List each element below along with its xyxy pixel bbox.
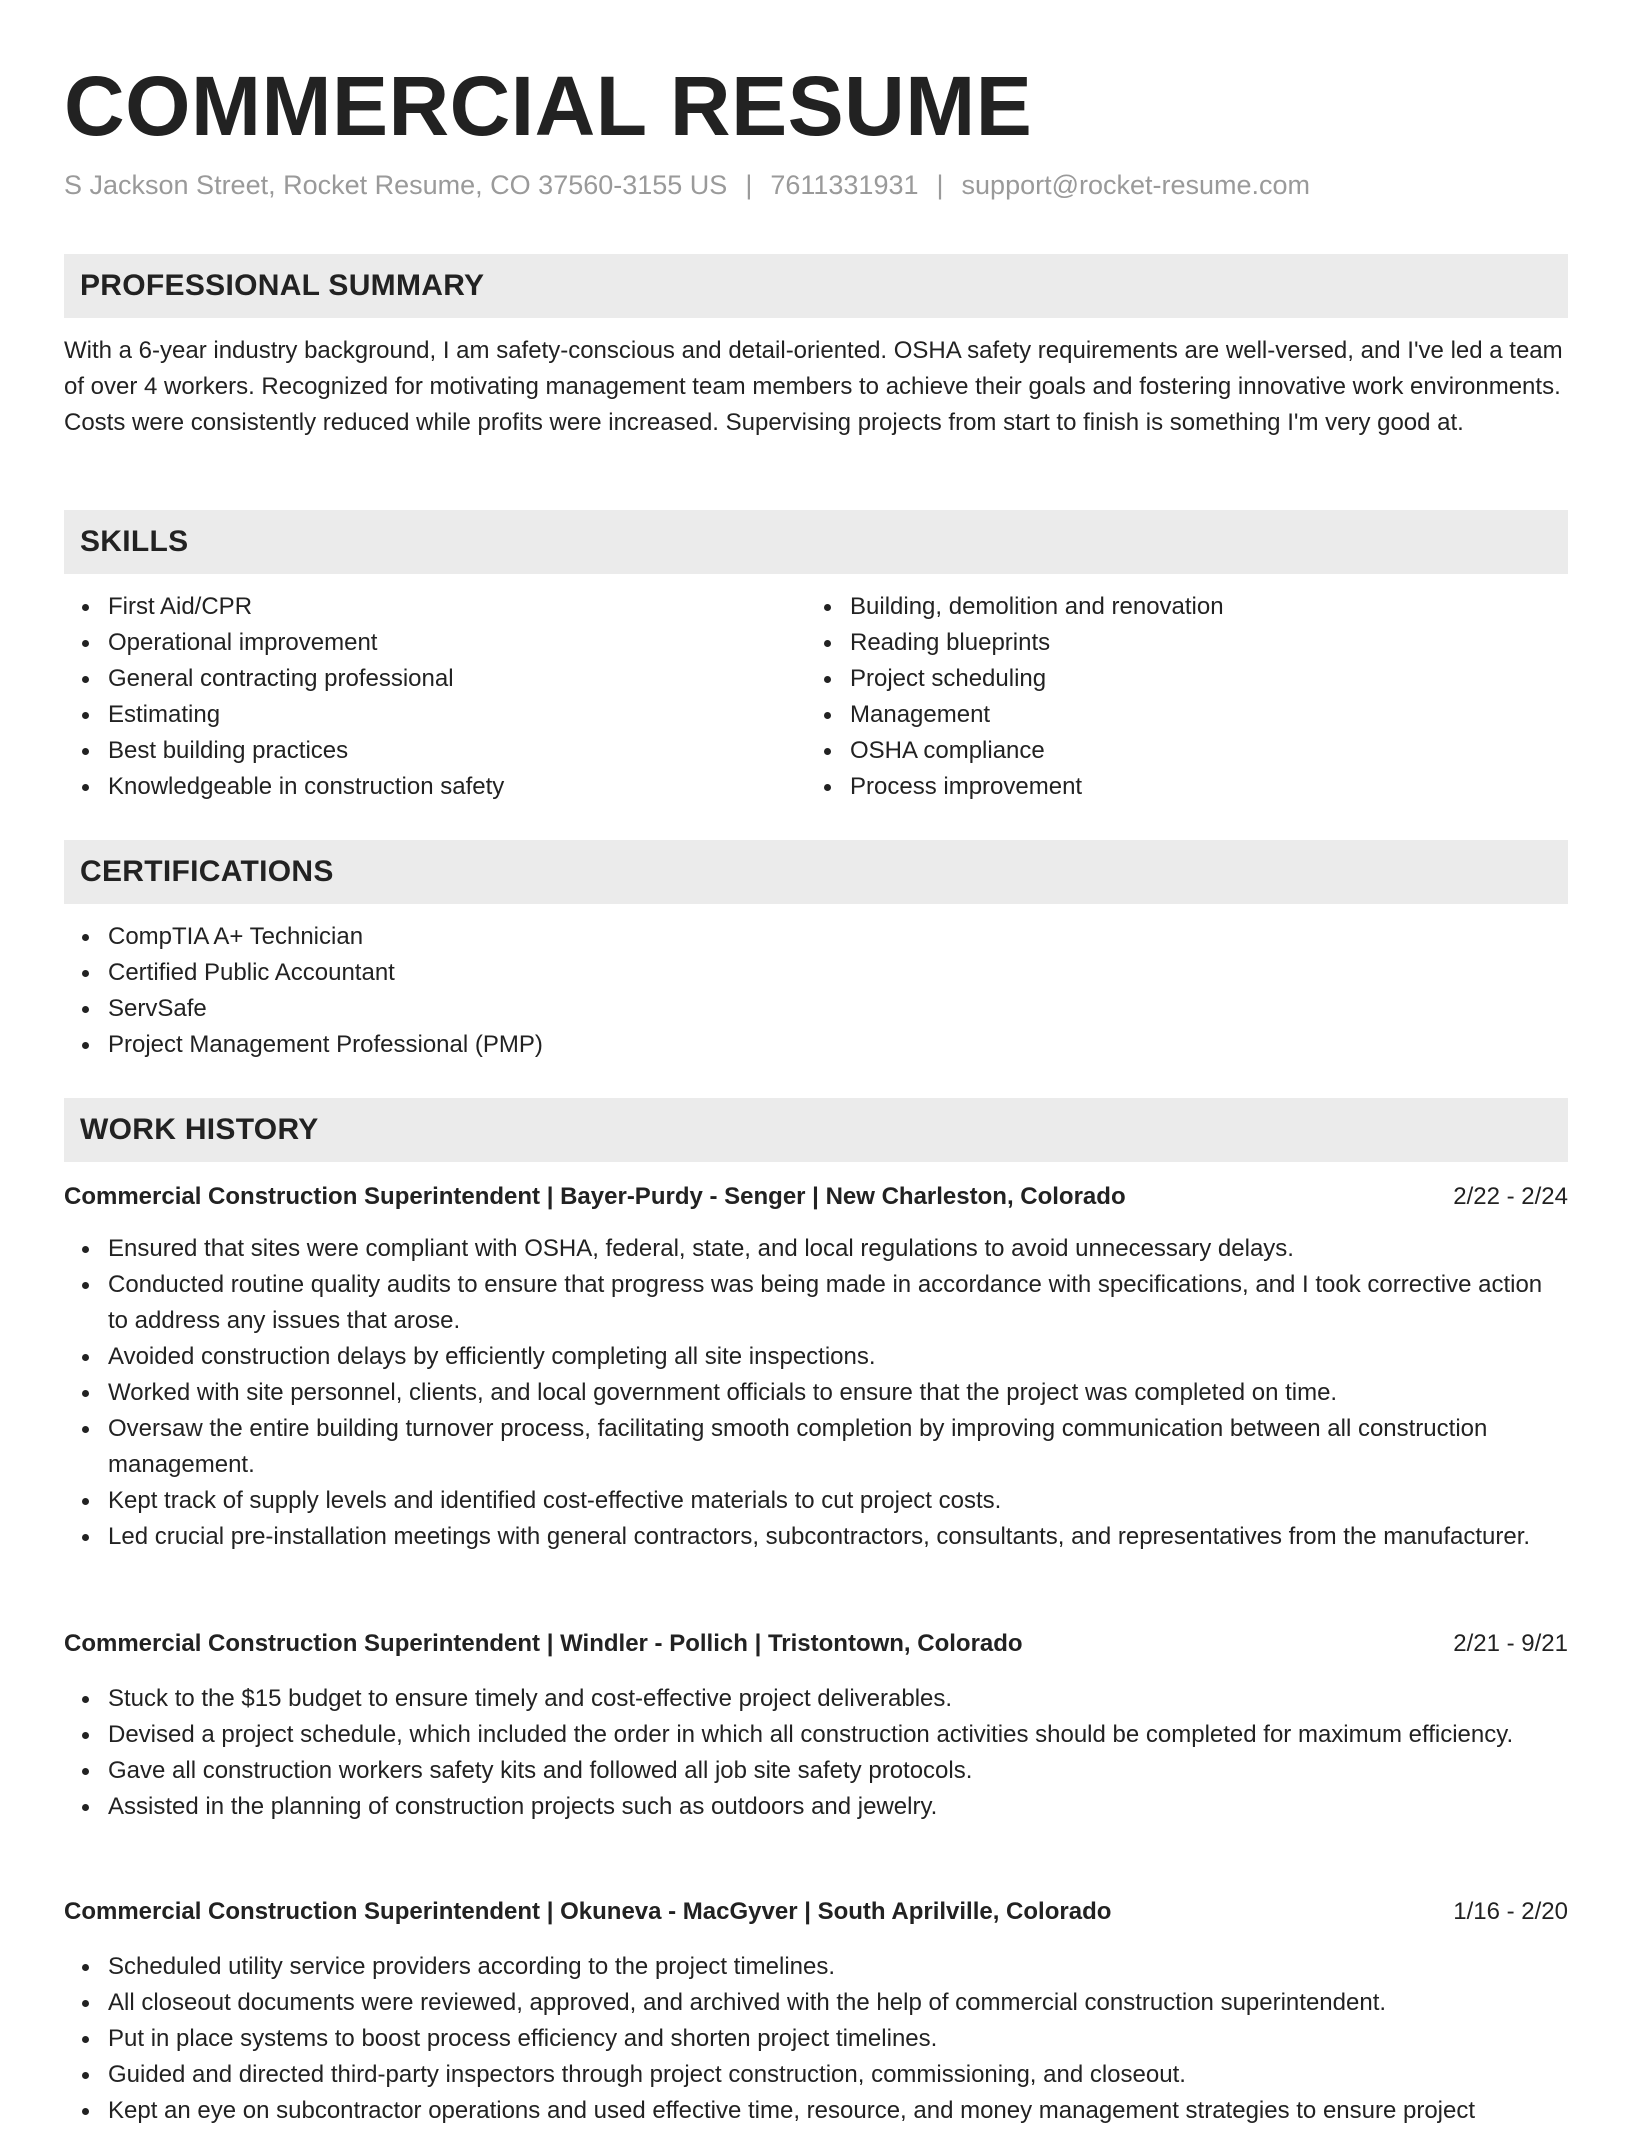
section-heading-skills: SKILLS <box>64 510 1568 574</box>
section-heading-certifications: CERTIFICATIONS <box>64 840 1568 904</box>
job-bullet: Stuck to the $15 budget to ensure timely and cost-effective project deliverables. <box>108 1681 1568 1717</box>
job-bullet: Led crucial pre-installation meetings with general contractors, subcontractors, consultants, and representatives from the manufacturer. <box>108 1519 1568 1555</box>
job-bullet: Kept track of supply levels and identified cost-effective materials to cut project costs. <box>108 1483 1568 1519</box>
job-title: Commercial Construction Superintendent | Okuneva - MacGyver | South Aprilville, Colorado <box>64 1898 1112 1925</box>
job-title: Commercial Construction Superintendent | Bayer-Purdy - Senger | New Charleston, Colorado <box>64 1183 1126 1210</box>
certifications-list <box>64 919 1568 1063</box>
certification-item: ServSafe <box>108 991 1568 1027</box>
job-bullet: Gave all construction workers safety kits and followed all job site safety protocols. <box>108 1753 1568 1789</box>
job-dates: 2/22 - 2/24 <box>1453 1183 1568 1210</box>
section-heading-summary: PROFESSIONAL SUMMARY <box>64 254 1568 318</box>
contact-email[interactable]: support@rocket-resume.com <box>961 170 1311 200</box>
skill-item: OSHA compliance <box>850 733 1610 769</box>
job-dates: 1/16 - 2/20 <box>1453 1898 1568 1925</box>
contact-phone: 7611331931 <box>770 170 919 200</box>
skill-item: Management <box>850 697 1610 733</box>
job-bullet: Oversaw the entire building turnover process, facilitating smooth completion by improving communication between all construction management. <box>108 1411 1568 1483</box>
skill-item: Knowledgeable in construction safety <box>108 769 808 805</box>
section-heading-work-history: WORK HISTORY <box>64 1098 1568 1162</box>
contact-separator: | <box>745 170 753 200</box>
job-bullet: Worked with site personnel, clients, and local government officials to ensure that the project was completed on time. <box>108 1375 1568 1411</box>
job-bullet: Kept an eye on subcontractor operations and used effective time, resource, and money management strategies to ensure project <box>108 2093 1568 2129</box>
skill-item: First Aid/CPR <box>108 589 808 625</box>
contact-line <box>64 168 1310 202</box>
certification-item: Certified Public Accountant <box>108 955 1568 991</box>
job-bullet: Put in place systems to boost process efficiency and shorten project timelines. <box>108 2021 1568 2057</box>
job-bullet: Ensured that sites were compliant with OSHA, federal, state, and local regulations to avoid unnecessary delays. <box>108 1231 1568 1267</box>
job-bullets <box>64 1949 1568 2129</box>
skill-item: Operational improvement <box>108 625 808 661</box>
skill-item: Building, demolition and renovation <box>850 589 1610 625</box>
skill-item: Process improvement <box>850 769 1610 805</box>
certification-item: Project Management Professional (PMP) <box>108 1027 1568 1063</box>
certification-item: CompTIA A+ Technician <box>108 919 1568 955</box>
job-bullet: Scheduled utility service providers according to the project timelines. <box>108 1949 1568 1985</box>
job-bullets <box>64 1681 1568 1825</box>
contact-separator: | <box>936 170 944 200</box>
skill-item: Project scheduling <box>850 661 1610 697</box>
job-bullets <box>64 1231 1568 1555</box>
job-bullet: Conducted routine quality audits to ensure that progress was being made in accordance with specifications, and I took corrective action to address any issues that arose. <box>108 1267 1568 1339</box>
job-title: Commercial Construction Superintendent | Windler - Pollich | Tristontown, Colorado <box>64 1630 1023 1657</box>
skill-item: Estimating <box>108 697 808 733</box>
skills-list-right <box>806 589 1610 805</box>
job-bullet: Avoided construction delays by efficiently completing all site inspections. <box>108 1339 1568 1375</box>
job-bullet: All closeout documents were reviewed, approved, and archived with the help of commercial construction superintendent. <box>108 1985 1568 2021</box>
skill-item: Reading blueprints <box>850 625 1610 661</box>
job-bullet: Assisted in the planning of construction projects such as outdoors and jewelry. <box>108 1789 1568 1825</box>
job-bullet: Devised a project schedule, which included the order in which all construction activities should be completed for maximum efficiency. <box>108 1717 1568 1753</box>
skill-item: Best building practices <box>108 733 808 769</box>
resume-title: COMMERCIAL RESUME <box>64 59 1033 153</box>
skills-list-left <box>64 589 808 805</box>
contact-address: S Jackson Street, Rocket Resume, CO 37560-3155 US <box>64 170 728 200</box>
skill-item: General contracting professional <box>108 661 808 697</box>
job-bullet: Guided and directed third-party inspectors through project construction, commissioning, and closeout. <box>108 2057 1568 2093</box>
job-dates: 2/21 - 9/21 <box>1453 1630 1568 1657</box>
summary-text: With a 6-year industry background, I am safety-conscious and detail-oriented. OSHA safety requirements are well-versed, and I've led a team of over 4 workers. Recognized for motivating management team members to achieve their goals and fostering innovative work environments. Costs were consistently reduced while profits were increased. Supervising projects from start to finish is something I'm very good at. <box>64 337 1563 436</box>
